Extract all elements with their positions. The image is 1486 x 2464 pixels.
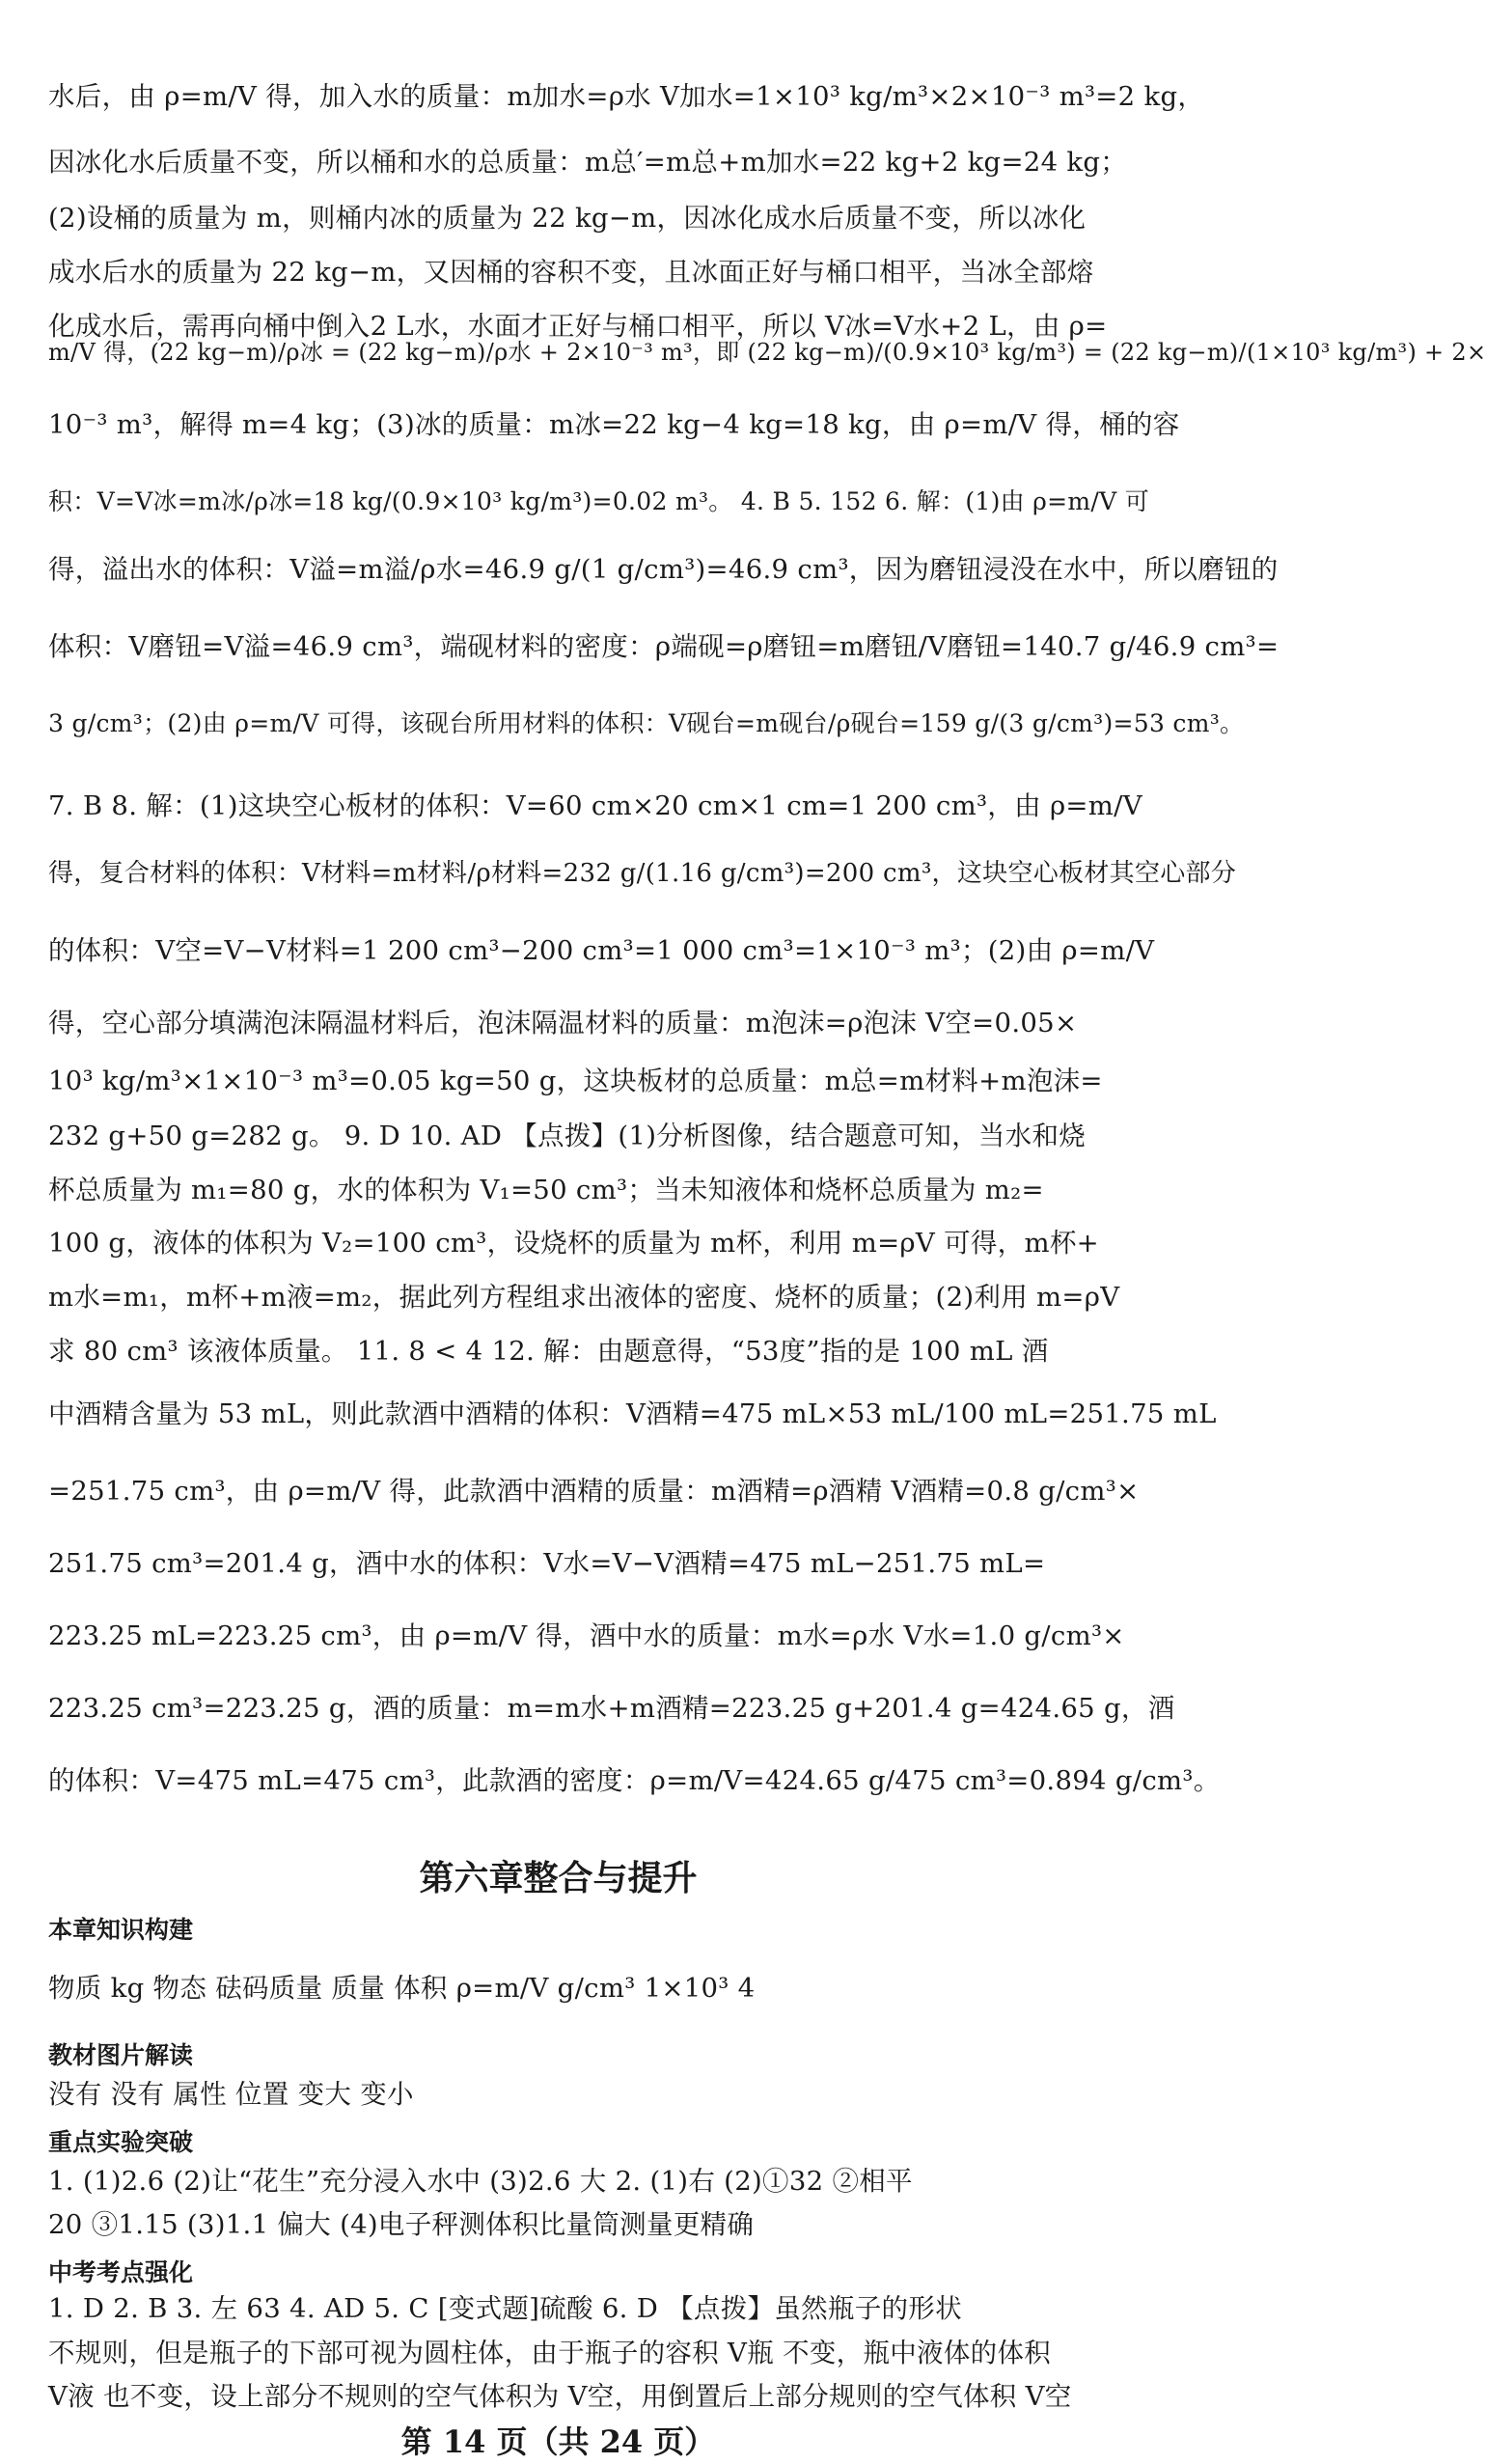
text-line: 的体积：V=475 mL=475 cm³，此款酒的密度：ρ=m/V=424.65 g/475 cm³=0.894 g/cm³。 [48,1765,1221,1796]
text-line: 体积：V磨钮=V溢=46.9 cm³，端砚材料的密度：ρ端砚=ρ磨钮=m磨钮/V磨钮=140.7 g/46.9 cm³= [48,631,1280,662]
text-line: =251.75 cm³，由 ρ=m/V 得，此款酒中酒精的质量：m酒精=ρ酒精 V酒精=0.8 g/cm³× [48,1476,1140,1507]
text-line: 不规则，但是瓶子的下部可视为圆柱体，由于瓶子的容积 V瓶 不变，瓶中液体的体积 [48,2338,1052,2368]
text-line: 得，溢出水的体积：V溢=m溢/ρ水=46.9 g/(1 g/cm³)=46.9 cm³，因为磨钮浸没在水中，所以磨钮的 [48,554,1279,585]
text-line: 100 g，液体的体积为 V₂=100 cm³，设烧杯的质量为 m杯，利用 m=ρV 可得，m杯+ [48,1228,1099,1259]
section-heading: 教材图片解读 [48,2041,194,2069]
section-heading: 重点实验突破 [48,2128,194,2156]
page-footer: 第 14 页（共 24 页） [400,2423,716,2460]
text-line: 求 80 cm³ 该液体质量。 11. 8 < 4 12. 解：由题意得，“53度”指的是 100 mL 酒 [48,1336,1049,1367]
text-line: 因冰化水后质量不变，所以桶和水的总质量：m总′=m总+m加水=22 kg+2 kg=24 kg； [48,147,1128,178]
chapter-title: 第六章整合与提升 [419,1859,698,1898]
text-line: 中酒精含量为 53 mL，则此款酒中酒精的体积：V酒精=475 mL×53 mL/100 mL=251.75 mL [48,1398,1217,1429]
section-heading: 本章知识构建 [48,1916,194,1944]
text-line: 没有 没有 属性 位置 变大 变小 [48,2079,414,2110]
text-line: 1. (1)2.6 (2)让“花生”充分浸入水中 (3)2.6 大 2. (1)右 (2)①32 ②相平 [48,2166,913,2197]
text-line: m水=m₁，m杯+m液=m₂，据此列方程组求出液体的密度、烧杯的质量；(2)利用 m=ρV [48,1282,1120,1313]
text-line: V液 也不变，设上部分不规则的空气体积为 V空，用倒置后上部分规则的空气体积 V空 [48,2381,1072,2412]
text-line: 20 ③1.15 (3)1.1 偏大 (4)电子秤测体积比量筒测量更精确 [48,2209,755,2240]
text-line: 223.25 cm³=223.25 g，酒的质量：m=m水+m酒精=223.25 g+201.4 g=424.65 g，酒 [48,1693,1175,1724]
text-line: (2)设桶的质量为 m，则桶内冰的质量为 22 kg−m，因冰化成水后质量不变，所以冰化 [48,203,1087,234]
text-line: m/V 得，(22 kg−m)/ρ冰 = (22 kg−m)/ρ水 + 2×10⁻³ m³，即 (22 kg−m)/(0.9×10³ kg/m³) = (22 kg−m)/(1×10³ kg/m³) + 2× [48,339,1486,366]
section-heading: 中考考点强化 [48,2258,194,2286]
text-line: 223.25 mL=223.25 cm³，由 ρ=m/V 得，酒中水的质量：m水=ρ水 V水=1.0 g/cm³× [48,1620,1125,1651]
text-line: 的体积：V空=V−V材料=1 200 cm³−200 cm³=1 000 cm³=1×10⁻³ m³；(2)由 ρ=m/V [48,935,1155,966]
text-line: 成水后水的质量为 22 kg−m，又因桶的容积不变，且冰面正好与桶口相平，当冰全部熔 [48,257,1094,288]
text-line: 10⁻³ m³，解得 m=4 kg；(3)冰的质量：m冰=22 kg−4 kg=18 kg，由 ρ=m/V 得，桶的容 [48,409,1180,440]
text-line: 得，空心部分填满泡沫隔温材料后，泡沫隔温材料的质量：m泡沫=ρ泡沫 V空=0.05× [48,1008,1078,1038]
text-line: 10³ kg/m³×1×10⁻³ m³=0.05 kg=50 g，这块板材的总质量：m总=m材料+m泡沫= [48,1066,1103,1096]
text-line: 232 g+50 g=282 g。 9. D 10. AD 【点拨】(1)分析图像，结合题意可知，当水和烧 [48,1121,1087,1151]
text-line: 7. B 8. 解：(1)这块空心板材的体积：V=60 cm×20 cm×1 cm=1 200 cm³，由 ρ=m/V [48,790,1142,821]
text-line: 物质 kg 物态 砝码质量 质量 体积 ρ=m/V g/cm³ 1×10³ 4 [48,1973,756,2004]
text-line: 化成水后，需再向桶中倒入2 L水，水面才正好与桶口相平，所以 V冰=V水+2 L，由 ρ= [48,311,1108,342]
text-line: 得，复合材料的体积：V材料=m材料/ρ材料=232 g/(1.16 g/cm³)=200 cm³，这块空心板材其空心部分 [48,859,1237,888]
text-line: 积：V=V冰=m冰/ρ冰=18 kg/(0.9×10³ kg/m³)=0.02 m³。 4. B 5. 152 6. 解：(1)由 ρ=m/V 可 [48,487,1150,515]
text-line: 水后，由 ρ=m/V 得，加入水的质量：m加水=ρ水 V加水=1×10³ kg/m³×2×10⁻³ m³=2 kg， [48,81,1205,112]
text-line: 杯总质量为 m₁=80 g，水的体积为 V₁=50 cm³；当未知液体和烧杯总质量为 m₂= [48,1175,1044,1205]
text-line: 1. D 2. B 3. 左 63 4. AD 5. C [变式题]硫酸 6. D 【点拨】虽然瓶子的形状 [48,2293,962,2324]
text-line: 251.75 cm³=201.4 g，酒中水的体积：V水=V−V酒精=475 mL−251.75 mL= [48,1548,1046,1579]
text-line: 3 g/cm³；(2)由 ρ=m/V 可得，该砚台所用材料的体积：V砚台=m砚台/ρ砚台=159 g/(3 g/cm³)=53 cm³。 [48,709,1245,737]
